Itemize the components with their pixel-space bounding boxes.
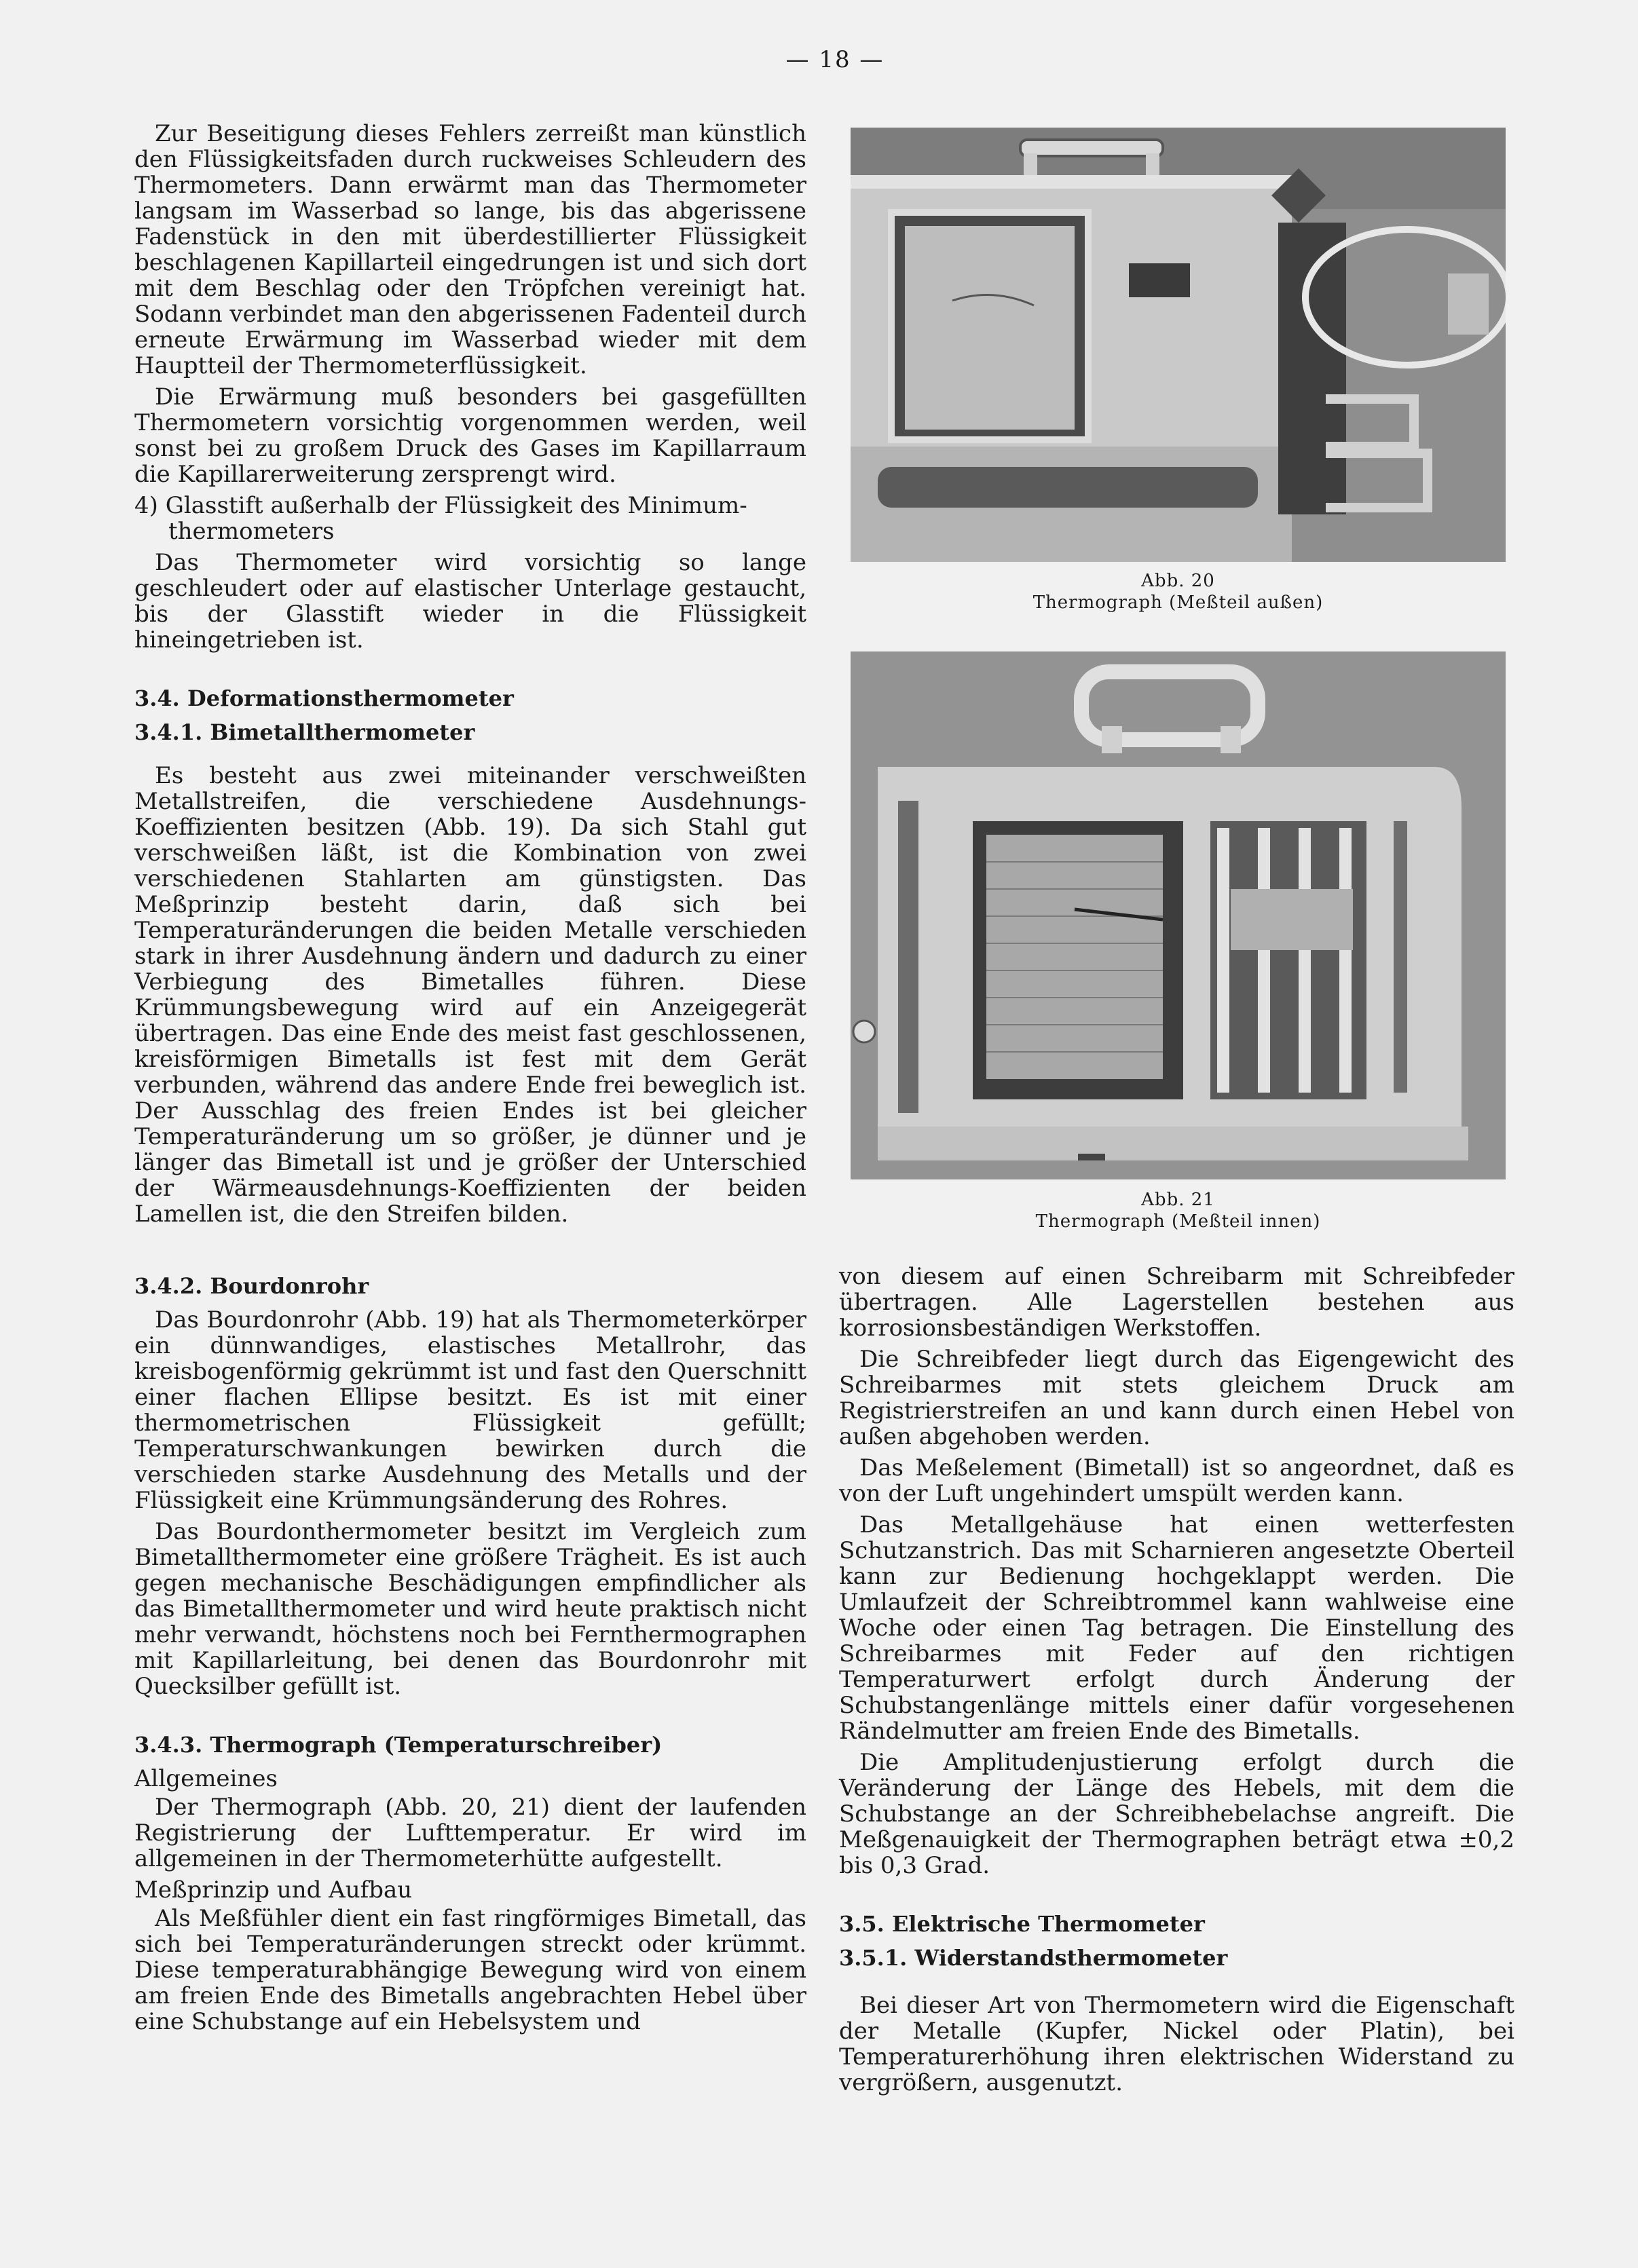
paragraph: Die Erwärmung muß besonders bei gasgefüllten Thermometern vorsichtig vorgenommen werden, weil sonst bei zu großem Druck des Gases im Kapillarraum die Kapillarerweiterung zersprengt wird. [134, 383, 806, 488]
paragraph: Die Schreibfeder liegt durch das Eigengewicht des Schreibarmes mit stets gleichem Druck am Registrierstreifen an und kann durch einen Hebel von außen abgehoben werden. [839, 1346, 1514, 1450]
paragraph: Der Thermograph (Abb. 20, 21) dient der laufenden Registrierung der Lufttemperatur. Er wird im allgemeinen in der Thermometerhütte aufgestellt. [134, 1794, 806, 1872]
paragraph: Die Amplitudenjustierung erfolgt durch die Veränderung der Länge des Hebels, mit dem die Schubstange an der Schreibhebelachse angreift. Die Meßgenauigkeit der Thermographen beträgt etwa ±0,2 bis 0,3 Grad. [839, 1749, 1514, 1879]
paragraph: Das Bourdonrohr (Abb. 19) hat als Thermometerkörper ein dünnwandiges, elastisches Metallrohr, das kreisbogenförmig gekrümmt ist und fast den Querschnitt einer flachen Ellipse besitzt. Es ist mit einer thermometrischen Flüssigkeit gefüllt; Temperaturschwankungen bewirken durch die verschieden starke Ausdehnung des Metalls und der Flüssigkeit eine Krümmungsänderung des Rohres. [134, 1306, 806, 1514]
subsection-heading: 3.4.2. Bourdonrohr [134, 1273, 369, 1299]
paragraph: Das Metallgehäuse hat einen wetterfesten Schutzanstrich. Das mit Scharnieren angesetzte Oberteil kann zur Bedienung hochgeklappt werden. Die Umlaufzeit der Schreibtrommel kann wahlweise eine Woche oder einen Tag betragen. Die Einstellung des Schreibarmes mit Feder auf den richtigen Temperaturwert erfolgt durch Änderung der Schubstangenlänge mittels einer dafür vorgesehenen Rändelmutter am freien Ende des Bimetalls. [839, 1511, 1514, 1745]
figure-21-photo [851, 651, 1506, 1179]
list-item-line: 4) Glasstift außerhalb der Flüssigkeit des Minimum- [134, 492, 747, 519]
paragraph: Es besteht aus zwei miteinander verschweißten Metallstreifen, die verschiedene Ausdehnungs-Koeffizienten besitzen (Abb. 19). Da sich Stahl gut verschweißen läßt, ist die Kombination von zwei verschiedenen Stahlarten am günstigsten. Das Meßprinzip besteht darin, daß sich bei Temperaturänderungen die beiden Metalle verschieden stark in ihrer Ausdehnung ändern und dadurch zu einer Verbiegung des Bimetalles führen. Diese Krümmungsbewegung wird auf ein Anzeigegerät übertragen. Das eine Ende des meist fast geschlossenen, kreisförmigen Bimetalls ist fest mit dem Gerät verbunden, während das andere Ende frei beweglich ist. Der Ausschlag des freien Endes ist bei gleicher Temperaturänderung um so größer, je dünner und je länger das Bimetall ist und je größer der Unterschied der Wärmeausdehnungs-Koeffizienten der beiden Lamellen ist, die den Streifen bilden. [134, 762, 806, 1228]
paragraph: Zur Beseitigung dieses Fehlers zerreißt man künstlich den Flüssigkeitsfaden durch ruckweises Schleudern des Thermometers. Dann erwärmt man das Thermometer langsam im Wasserbad so lange, bis das abgerissene Fadenstück in den mit überdestillierter Flüssigkeit beschlagenen Kapillarteil eingedrungen ist und sich dort mit dem Beschlag oder den Tröpfchen vereinigt hat. Sodann verbindet man den abgerissenen Fadenteil durch erneute Erwärmung im Wasserbad wieder mit dem Hauptteil der Thermometerflüssigkeit. [134, 120, 807, 379]
paragraph: von diesem auf einen Schreibarm mit Schreibfeder übertragen. Alle Lagerstellen bestehen aus korrosionsbeständigen Werkstoffen. [839, 1263, 1514, 1342]
right-column [839, 1264, 1514, 2101]
figure-20-caption [851, 570, 1506, 613]
list-item-line: thermometers [168, 518, 335, 545]
paragraph: Das Thermometer wird vorsichtig so lange geschleudert oder auf elastischer Unterlage gestaucht, bis der Glasstift wieder in die Flüssigkeit hineingetrieben ist. [134, 549, 806, 654]
figure-label: Abb. 20 [1141, 571, 1215, 591]
paragraph: Bei dieser Art von Thermometern wird die Eigenschaft der Metalle (Kupfer, Nickel oder Platin), bei Temperaturerhöhung ihren elektrischen Widerstand zu vergrößern, ausgenutzt. [839, 1992, 1514, 2096]
figure-label: Abb. 21 [1141, 1190, 1215, 1210]
figure-20-photo [851, 128, 1506, 562]
subsection-heading: 3.4.1. Bimetallthermometer [134, 719, 475, 745]
paragraph: Als Meßfühler dient ein fast ringförmiges Bimetall, das sich bei Temperaturänderungen streckt oder krümmt. Diese temperaturabhängige Bewegung wird von einem am freien Ende des Bimetalls angebrachten Hebel über eine Schubstange auf ein Hebelsystem und [134, 1905, 806, 2035]
left-column [134, 121, 806, 2040]
sub-heading: Meßprinzip und Aufbau [134, 1876, 413, 1904]
page-number: — 18 — [785, 46, 885, 73]
paragraph: Das Meßelement (Bimetall) ist so angeordnet, daß es von der Luft ungehindert umspült werden kann. [839, 1454, 1514, 1507]
paragraph: Das Bourdonthermometer besitzt im Vergleich zum Bimetallthermometer eine größere Trägheit. Es ist auch gegen mechanische Beschädigungen empfindlicher als das Bimetallthermometer und wird heute praktisch nicht mehr verwandt, höchstens noch bei Fernthermographen mit Kapillarleitung, bei denen das Bourdonrohr mit Quecksilber gefüllt ist. [134, 1518, 806, 1700]
sub-heading: Allgemeines [134, 1765, 278, 1792]
subsection-heading: 3.4.3. Thermograph (Temperaturschreiber) [134, 1732, 663, 1758]
figure-title: Thermograph (Meßteil außen) [1032, 592, 1324, 613]
subsection-heading: 3.5.1. Widerstandsthermometer [839, 1945, 1228, 1971]
list-item [134, 493, 806, 544]
figure-title: Thermograph (Meßteil innen) [1035, 1211, 1321, 1232]
figure-21-caption [851, 1189, 1506, 1232]
section-heading: 3.4. Deformationsthermometer [134, 685, 514, 711]
section-heading: 3.5. Elektrische Thermometer [839, 1911, 1205, 1937]
